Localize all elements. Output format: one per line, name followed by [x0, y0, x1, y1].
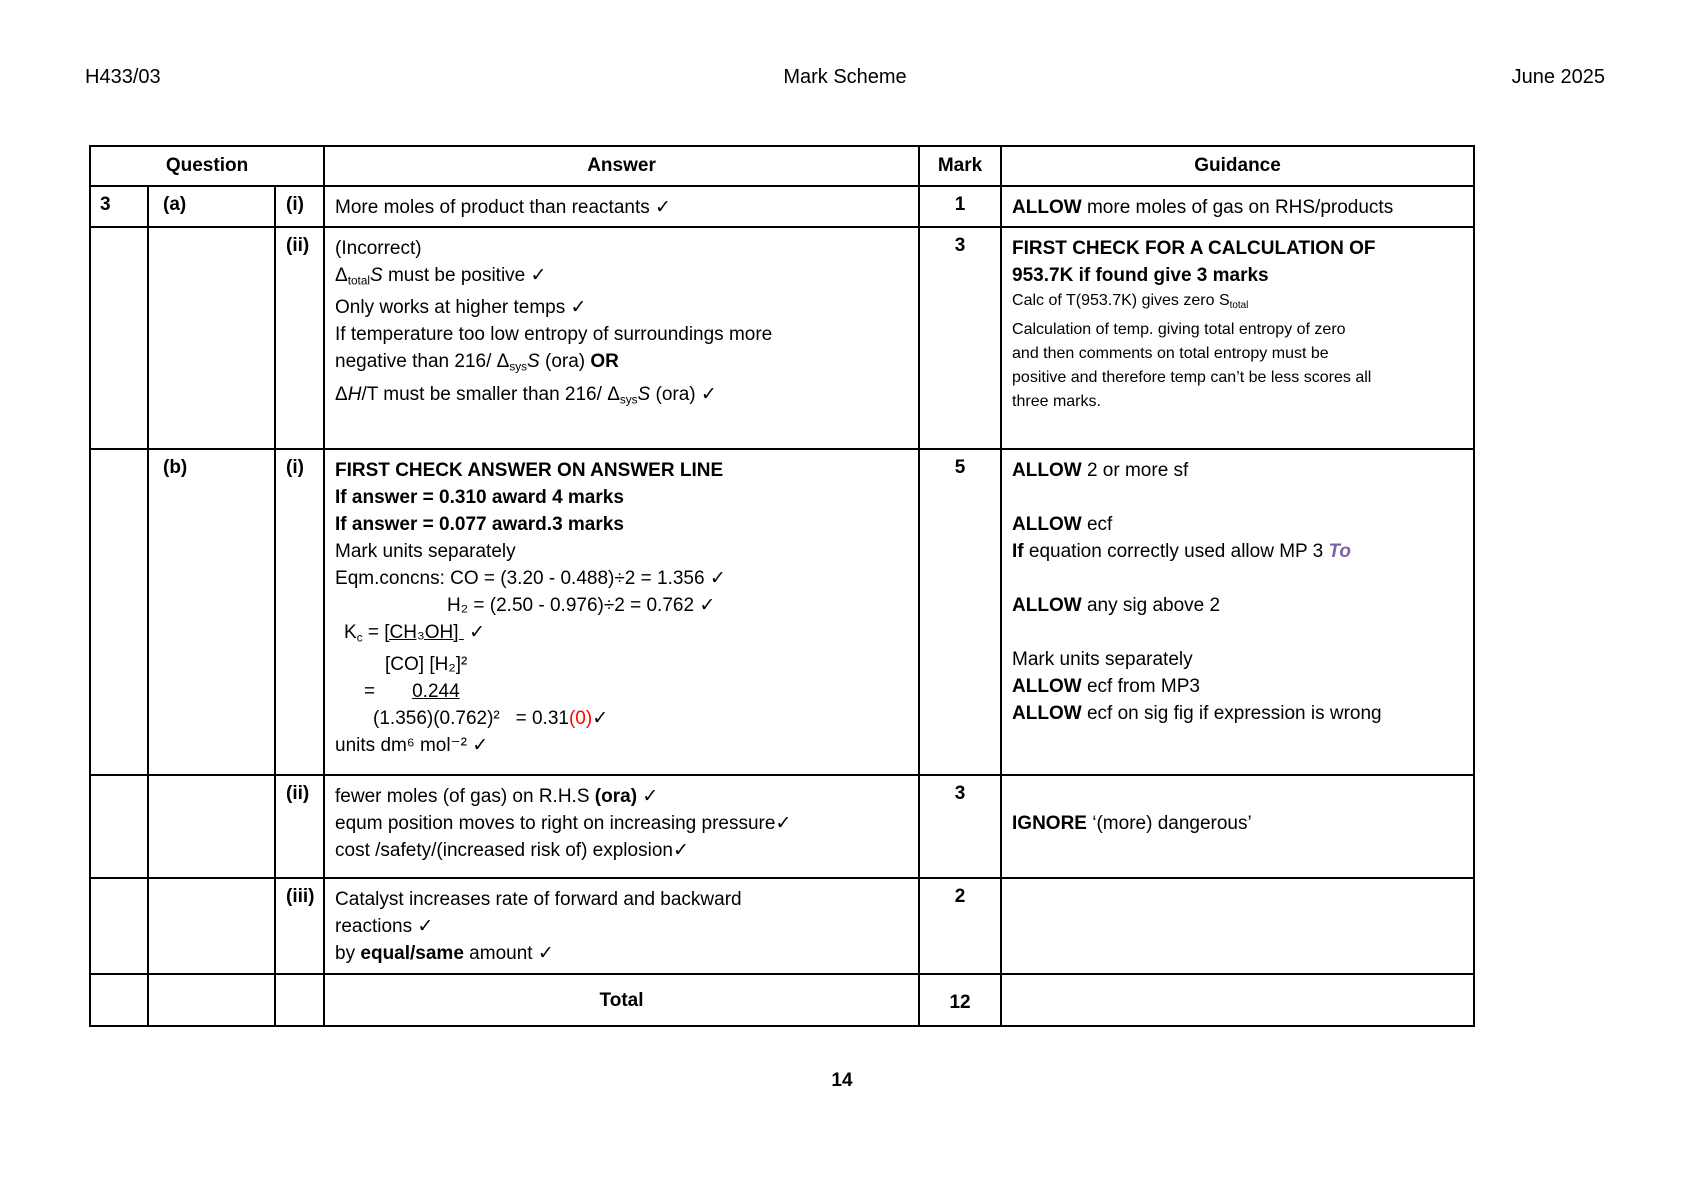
guidance-cell: IGNORE ‘(more) dangerous’	[1001, 775, 1474, 878]
mark-cell: 5	[919, 449, 1001, 775]
guidance-cell: ALLOW more moles of gas on RHS/products	[1001, 186, 1474, 227]
total-row	[90, 974, 1474, 1026]
question-part-cell	[148, 227, 275, 449]
answer-cell: fewer moles (of gas) on R.H.S (ora) ✓ equm position moves to right on increasing pressure✓ cost /safety/(increased risk of) explosion✓	[324, 775, 919, 878]
question-number-cell	[90, 974, 148, 1026]
question-subpart-cell: (iii)	[275, 878, 324, 974]
question-number-cell	[90, 878, 148, 974]
document-header	[85, 66, 1605, 92]
guidance-cell: FIRST CHECK FOR A CALCULATION OF 953.7K if found give 3 marks Calc of T(953.7K) gives zero $S_{total}$ Calculation of temp. giving total entropy of zero and then comments on total entropy must be positive and therefore temp can’t be less scores all three marks.	[1001, 227, 1474, 449]
question-part-cell: (a)	[148, 186, 275, 227]
guidance-cell	[1001, 974, 1474, 1026]
mark-cell: 3	[919, 775, 1001, 878]
column-header-answer: Answer	[324, 146, 919, 186]
guidance-cell: ALLOW 2 or more sf ALLOW ecf If equation correctly used allow MP 3 To ALLOW any sig above 2 Mark units separately ALLOW ecf from MP3 ALLOW ecf on sig fig if expression is wrong	[1001, 449, 1474, 775]
table-row-b-i	[90, 449, 1474, 775]
total-mark-cell: 12	[919, 974, 1001, 1026]
column-header-guidance: Guidance	[1001, 146, 1474, 186]
answer-cell: (Incorrect) $\Delta_{total}S$ must be positive ✓ Only works at higher temps ✓ If temperature too low entropy of surroundings more negative than 216/ $\Delta_{sys}S$ (ora) OR ΔH/T must be smaller than 216/ $\Delta_{sys}S$ (ora) ✓	[324, 227, 919, 449]
session-date: June 2025	[1511, 66, 1605, 88]
mark-cell: 1	[919, 186, 1001, 227]
table-row-a-ii	[90, 227, 1474, 449]
mark-scheme-table	[89, 145, 1475, 1027]
table-header-row	[90, 146, 1474, 186]
total-label-cell: Total	[324, 974, 919, 1026]
answer-cell: More moles of product than reactants ✓	[324, 186, 919, 227]
table-row-b-ii	[90, 775, 1474, 878]
question-part-cell: (b)	[148, 449, 275, 775]
question-number-cell: 3	[90, 186, 148, 227]
question-subpart-cell: (i)	[275, 186, 324, 227]
mark-cell: 2	[919, 878, 1001, 974]
question-number-cell	[90, 775, 148, 878]
column-header-mark: Mark	[919, 146, 1001, 186]
question-subpart-cell	[275, 974, 324, 1026]
table-row-b-iii	[90, 878, 1474, 974]
document-title: Mark Scheme	[783, 66, 907, 88]
table-row-a-i	[90, 186, 1474, 227]
page-number: 14	[831, 1070, 853, 1091]
question-subpart-cell: (ii)	[275, 227, 324, 449]
answer-cell: FIRST CHECK ANSWER ON ANSWER LINE If answer = 0.310 award 4 marks If answer = 0.077 award.3 marks Mark units separately Eqm.concns: CO = (3.20 - 0.488)÷2 = 1.356 ✓ H₂ = (2.50 - 0.976)÷2 = 0.762 ✓ $K_c = [CH_3OH]$ ✓ [CO] [H₂]² = 0.244 (1.356)(0.762)² = 0.31(0)✓ units dm⁶ mol⁻² ✓	[324, 449, 919, 775]
guidance-cell	[1001, 878, 1474, 974]
paper-code: H433/03	[85, 66, 161, 88]
question-subpart-cell: (ii)	[275, 775, 324, 878]
answer-cell: Catalyst increases rate of forward and backward reactions ✓ by equal/same amount ✓	[324, 878, 919, 974]
question-subpart-cell: (i)	[275, 449, 324, 775]
question-part-cell	[148, 878, 275, 974]
mark-cell: 3	[919, 227, 1001, 449]
question-number-cell	[90, 449, 148, 775]
question-number-cell	[90, 227, 148, 449]
question-part-cell	[148, 974, 275, 1026]
question-part-cell	[148, 775, 275, 878]
column-header-question: Question	[90, 146, 324, 186]
